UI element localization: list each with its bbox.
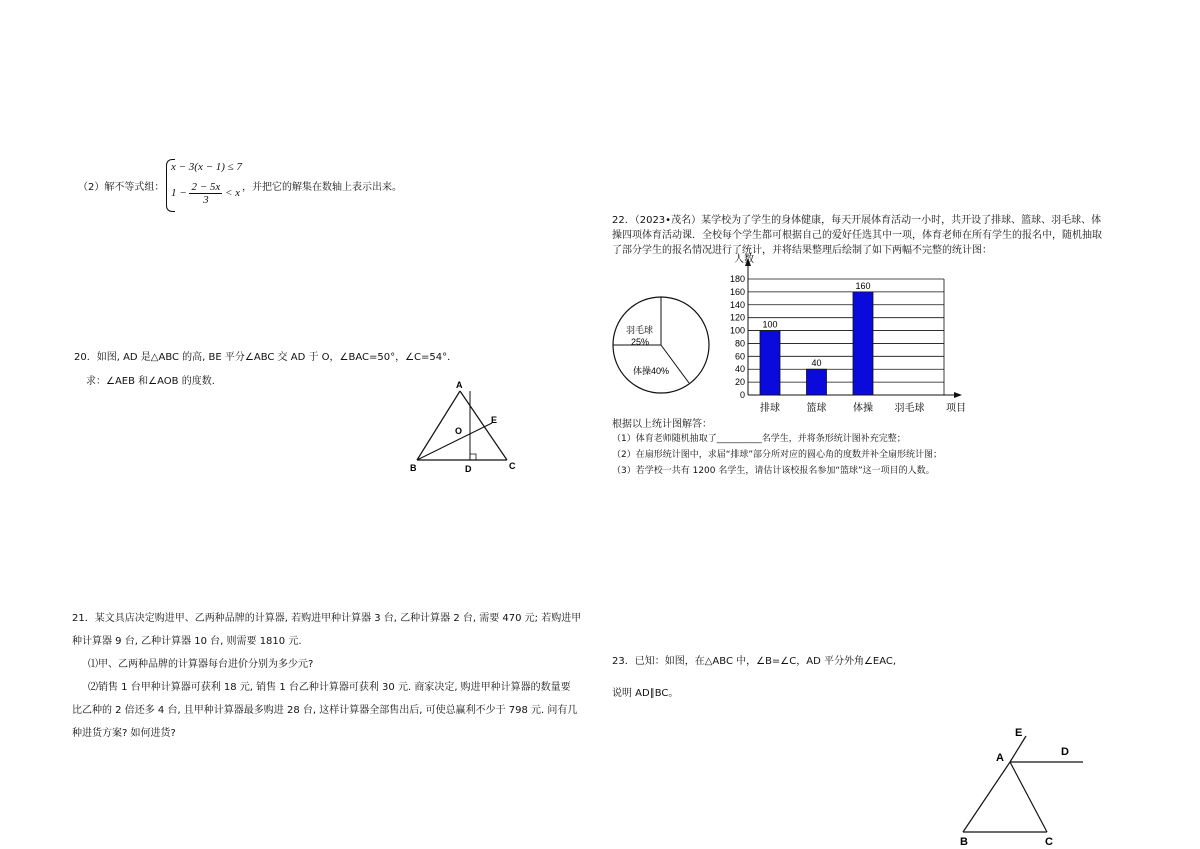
q21-line4: ⑵销售 1 台甲种计算器可获利 18 元, 销售 1 台乙种计算器可获利 30 元. 商家决定, 购进甲种计算器的数量要 — [88, 682, 571, 693]
q22-bar-chart — [718, 250, 974, 416]
q20-line2: 求：∠AEB 和∠AOB 的度数. — [86, 376, 215, 387]
q23-side-ac — [1010, 762, 1047, 832]
q22-pie-label-badminton: 羽毛球 — [626, 325, 654, 335]
q23-extension-ae — [1010, 736, 1026, 762]
y-axis-title: 人数 — [734, 254, 754, 265]
y-tick-label: 40 — [734, 364, 745, 375]
q22-sub3: （3）若学校一共有 1200 名学生，请估计该校报名参加“篮球”这一项目的人数。 — [612, 466, 935, 476]
y-tick-label: 160 — [729, 286, 745, 297]
q20-side-ac — [460, 391, 507, 460]
q22-line2: 操四项体育活动课．全校每个学生都可根据自己的爱好任选其中一项，体育老师在所有学生的报名中，随机抽取 — [612, 230, 1102, 241]
y-tick-label: 180 — [729, 274, 745, 284]
q19-frac-den: 3 — [203, 194, 209, 206]
q23-line2: 说明 AD∥BC。 — [612, 688, 679, 699]
bar — [853, 292, 873, 395]
q21-line5: 比乙种的 2 倍还多 4 台, 且甲种计算器最多购进 28 台, 这样计算器全部售出后, 可使总赢利不少于 798 元. 问有几 — [72, 705, 578, 716]
q22-sub1: （1）体育老师随机抽取了__________名学生，并将条形统计图补充完整； — [612, 434, 906, 444]
y-tick-label: 140 — [729, 299, 745, 310]
q23-side-ab — [963, 762, 1010, 832]
y-tick-label: 100 — [729, 325, 745, 336]
q20-right-angle-mark — [470, 454, 476, 460]
y-tick-label: 120 — [729, 312, 745, 323]
bar-value-label: 100 — [762, 319, 778, 330]
x-axis-arrow — [954, 392, 962, 398]
x-category-label: 羽毛球 — [894, 403, 925, 414]
q19-ineq-1: x − 3(x − 1) ≤ 7 — [171, 161, 242, 173]
q23-label-c: C — [1045, 836, 1053, 847]
q21-line2: 种计算器 9 台, 乙种计算器 10 台, 则需要 1810 元. — [72, 636, 302, 647]
q19-ineq-2-pre: 1 − — [171, 187, 187, 200]
q20-label-e: E — [491, 415, 498, 425]
q20-label-c: C — [509, 461, 516, 471]
q19-ineq-2 — [171, 181, 240, 206]
bar-value-label: 40 — [811, 358, 822, 369]
q23-label-b: B — [960, 836, 968, 847]
q21-line1: 21．某文具店决定购进甲、乙两种品牌的计算器, 若购进甲种计算器 3 台, 乙种计算器 2 台, 需要 470 元; 若购进甲 — [72, 613, 582, 624]
x-axis-title: 项目 — [946, 403, 966, 414]
q19-ineq-2-post: < x — [225, 187, 241, 200]
q21-line3: ⑴甲、乙两种品牌的计算器每台进价分别为多少元? — [88, 659, 314, 670]
q19-fraction — [189, 181, 222, 206]
q19-frac-num: 2 − 5x — [191, 181, 221, 193]
q22-pie-label-gym: 体操40% — [633, 366, 670, 376]
q19-prefix: （2）解不等式组： — [78, 182, 165, 193]
x-category-label: 排球 — [760, 403, 780, 414]
bar-value-label: 160 — [855, 280, 871, 291]
x-category-label: 篮球 — [806, 403, 827, 414]
q23-label-e: E — [1015, 727, 1023, 739]
y-tick-label: 0 — [739, 390, 745, 400]
q21-line6: 种进货方案? 如何进货? — [72, 728, 176, 739]
q23-label-d: D — [1061, 746, 1069, 758]
q23-line1: 23．已知：如图，在△ABC 中，∠B=∠C，AD 平分外角∠EAC, — [612, 656, 897, 667]
y-tick-label: 20 — [734, 377, 745, 388]
q20-line1: 20．如图, AD 是△ABC 的高, BE 平分∠ABC 交 AD 于 O，∠BAC=50°，∠C=54°． — [74, 352, 458, 363]
q20-label-d: D — [465, 464, 472, 474]
q19-suffix: ，并把它的解集在数轴上表示出来。 — [242, 182, 402, 193]
q22-line3: 了部分学生的报名情况进行了统计，并将结果整理后绘制了如下两幅不完整的统计图： — [612, 245, 992, 256]
q22-pie-chart — [606, 295, 716, 405]
q20-label-o: O — [455, 426, 463, 436]
q23-triangle-figure — [950, 722, 1090, 847]
x-category-label: 体操 — [853, 403, 873, 414]
q20-label-b: B — [410, 463, 417, 473]
q22-pie-pct-badminton: 25% — [631, 337, 650, 347]
y-tick-label: 60 — [734, 351, 745, 362]
q22-sub2: （2）在扇形统计图中，求届“排球”部分所对应的圆心角的度数并补全扇形统计图； — [612, 450, 943, 460]
q22-line1: 22．（2023•茂名）某学校为了学生的身体健康，每天开展体育活动一小时，共开设了排球、篮球、羽毛球、体 — [612, 215, 1102, 226]
bar — [807, 369, 827, 395]
q20-triangle-figure — [405, 376, 525, 476]
q20-label-a: A — [456, 380, 463, 390]
y-tick-label: 80 — [734, 338, 745, 349]
q23-label-a: A — [996, 752, 1004, 764]
bar — [760, 331, 780, 395]
q22-after-text: 根据以上统计图解答： — [612, 419, 712, 430]
